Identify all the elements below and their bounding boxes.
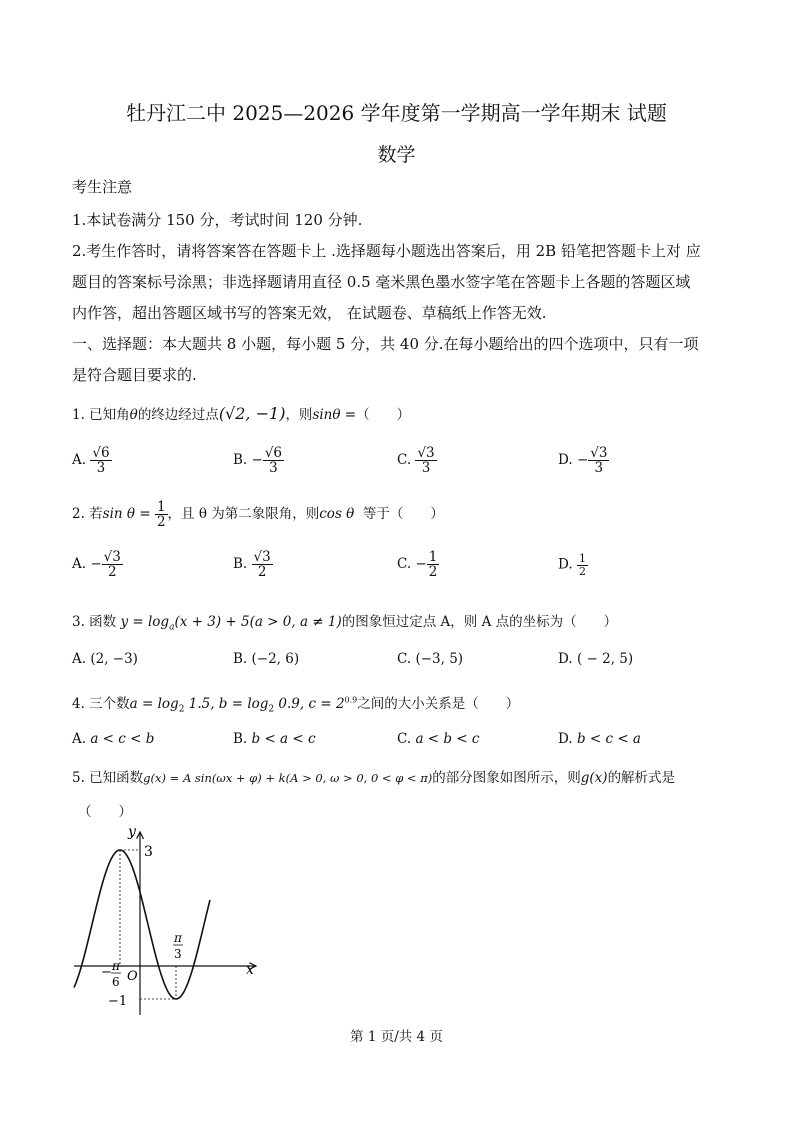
pi-3-den: 3 [174, 947, 182, 961]
section-heading-line-2: 是符合题目要求的. [72, 366, 197, 384]
x-axis-label: x [246, 962, 254, 978]
neg-pi-6-den: 6 [112, 975, 120, 989]
neg-pi-6-num: π [112, 959, 120, 973]
notice-item-1: 1.本试卷满分 150 分，考试时间 120 分钟. [72, 211, 363, 229]
q1-option-c[interactable]: C. $\frac{√3}{3}$ [397, 445, 435, 477]
max-label: 3 [144, 844, 153, 860]
q2-option-b[interactable]: B. $\frac{√3}{2}$ [233, 549, 271, 581]
page-number: 第 1 页/共 4 页 [350, 1029, 443, 1045]
q1-option-a[interactable]: A. $\frac{√6}{3}$ [72, 445, 110, 477]
question-2: 2. 若sin θ = $\frac{1}{2}$ ，且 θ 为第二象限角，则cos θ 等于（ ） [72, 499, 444, 531]
q3-option-b[interactable]: B. (−2, 6) [233, 651, 300, 667]
question-1: 1. 已知角θ的终边经过点(√2, −1)，则sinθ =（ ） [72, 404, 411, 423]
y-axis-label: y [128, 824, 136, 840]
q4-option-c[interactable]: C. a < b < c [397, 731, 480, 747]
q4-option-b[interactable]: B. b < a < c [233, 731, 316, 747]
subject-title: 数学 [377, 144, 416, 166]
origin-label: O [127, 969, 138, 984]
question-5: 5. 已知函数g(x) = A sin(ωx + φ) + k(A > 0, ω > 0, 0 < φ < π)的部分图象如图所示，则g(x)的解析式是 [72, 770, 676, 786]
notice-item-2-line-2: 题目的答案标号涂黑；非选择题请用直径 0.5 毫米黑色墨水签字笔在答题卡上各题的答题区域 [72, 273, 691, 291]
q3-option-a[interactable]: A. (2, −3) [72, 651, 138, 667]
q1-point: (√2, −1) [218, 404, 286, 423]
section-heading-line-1: 一、选择题：本大题共 8 小题，每小题 5 分，共 40 分.在每小题给出的四个选项中，只有一项 [72, 335, 699, 353]
q2-option-c[interactable]: C. − $\frac{1}{2}$ [397, 549, 438, 581]
q1-option-b[interactable]: B. − $\frac{√6}{3}$ [233, 445, 283, 477]
q4-option-d[interactable]: D. b < c < a [558, 731, 641, 747]
q2-option-d[interactable]: D. $\frac{1}{2}$ [558, 552, 586, 578]
q2-option-a[interactable]: A. − $\frac{√3}{2}$ [72, 549, 121, 581]
q4-option-a[interactable]: A. a < c < b [72, 731, 155, 747]
notice-heading: 考生注意 [72, 178, 133, 196]
question-5-blank: （ ） [78, 804, 132, 820]
q1-expression: sinθ = [312, 407, 357, 423]
neg-pi-6-sign: − [101, 965, 112, 980]
pi-3-num: π [174, 931, 182, 945]
sine-graph [60, 820, 270, 1020]
sine-curve [74, 850, 210, 999]
exam-title: 牡丹江二中 2025—2026 学年度第一学期高一学年期末 试题 [126, 101, 667, 125]
min-label: −1 [108, 994, 128, 1009]
question-3: 3. 函数 $y = \log_a(x + 3) + 5(a > 0$, a ≠ 1)的图象恒过定点 A，则 A 点的坐标为（ ） [72, 614, 618, 633]
q1-option-d[interactable]: D. − $\frac{√3}{3}$ [558, 445, 608, 477]
q3-option-c[interactable]: C. (−3, 5) [397, 651, 464, 667]
notice-item-2-line-1: 2.考生作答时，请将答案答在答题卡上 .选择题每小题选出答案后，用 2B 铅笔把答题卡上对 应 [72, 242, 701, 260]
notice-item-2-line-3: 内作答，超出答题区域书写的答案无效， 在试题卷、草稿纸上作答无效. [72, 304, 547, 322]
question-4: 4. 三个数$a = \log_2 1.5$, $b = \log_2 0.9$, $c = 2^{0.9}$之间的大小关系是（ ） [72, 695, 520, 715]
q3-option-d[interactable]: D. ( − 2, 5) [558, 651, 634, 667]
